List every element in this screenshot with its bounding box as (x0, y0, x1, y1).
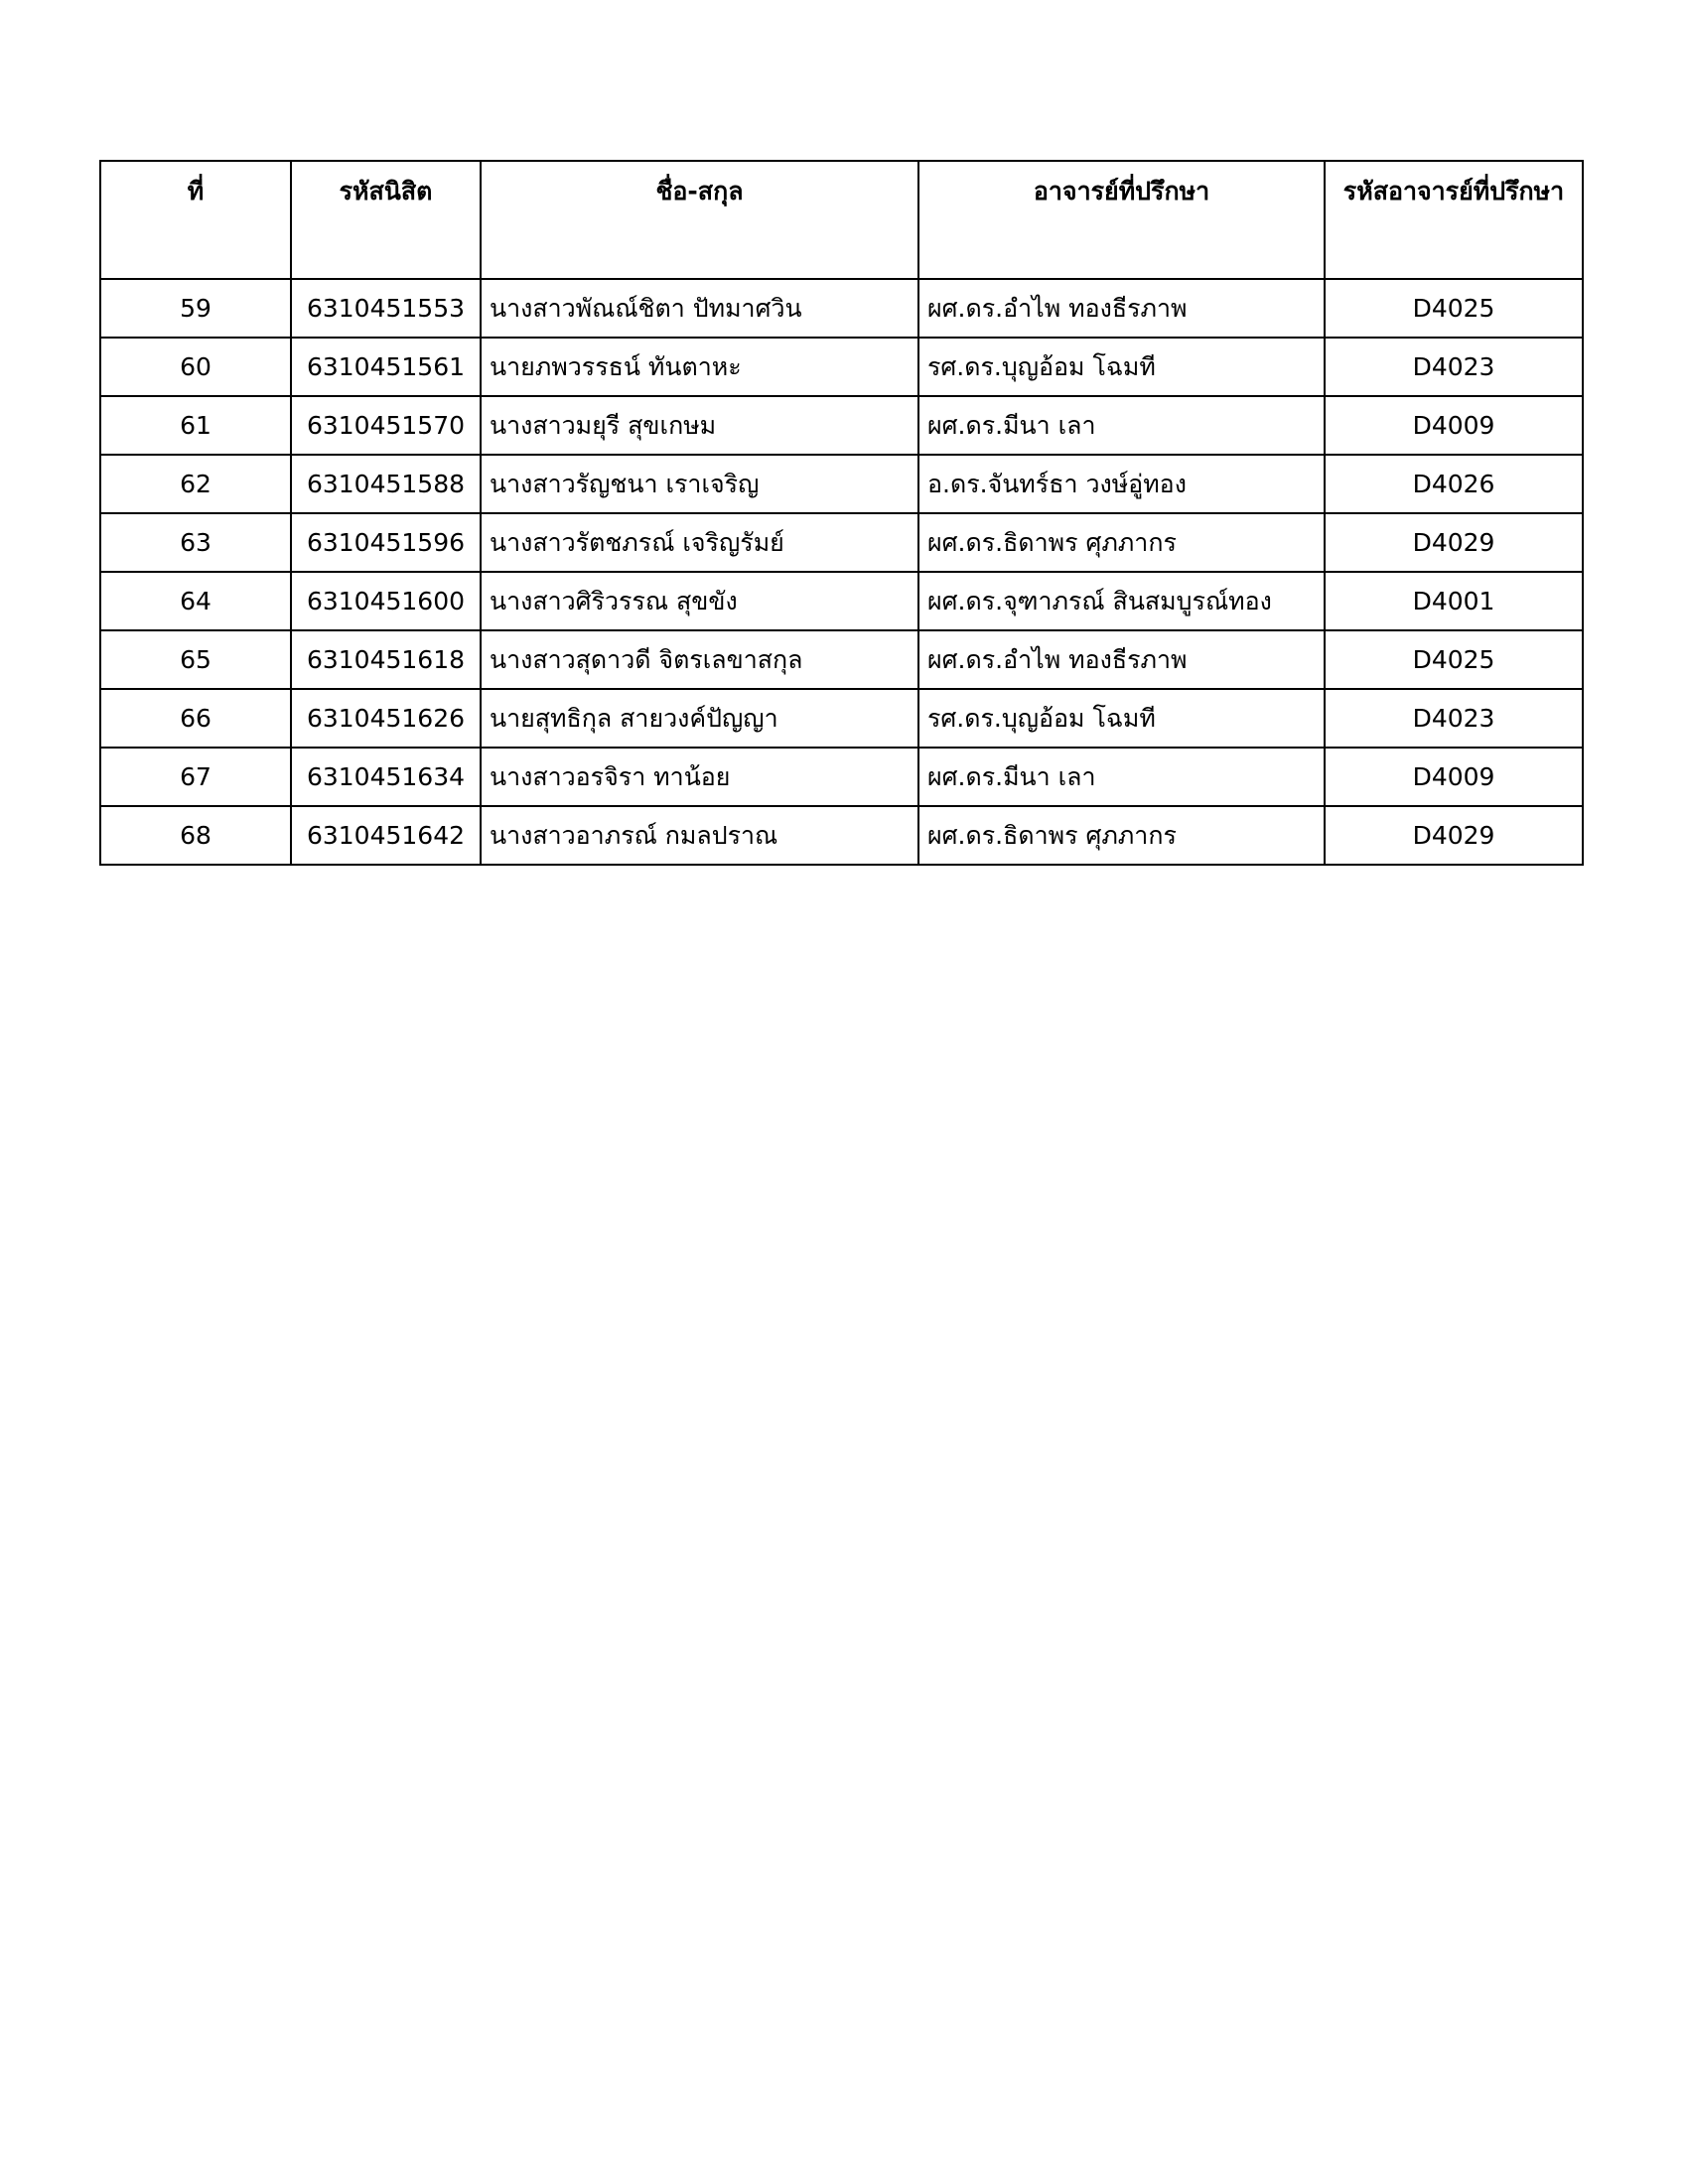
table-row (100, 572, 1583, 630)
cell-advisor-code: D4009 (1325, 396, 1583, 455)
cell-student-id: 6310451553 (291, 279, 481, 338)
cell-student-id: 6310451588 (291, 455, 481, 513)
cell-name: นางสาวอาภรณ์ กมลปราณ (481, 806, 918, 865)
header-student-id: รหัสนิสิต (291, 161, 481, 279)
table-row (100, 806, 1583, 865)
cell-advisor: ผศ.ดร.อำไพ ทองธีรภาพ (918, 279, 1325, 338)
cell-name: นางสาวพัณณ์ชิตา ปัทมาศวิน (481, 279, 918, 338)
cell-no: 65 (100, 630, 291, 689)
cell-name: นางสาวมยุรี สุขเกษม (481, 396, 918, 455)
cell-student-id: 6310451570 (291, 396, 481, 455)
cell-no: 60 (100, 338, 291, 396)
cell-student-id: 6310451634 (291, 748, 481, 806)
table-header (100, 161, 1583, 279)
cell-no: 66 (100, 689, 291, 748)
cell-advisor-code: D4023 (1325, 338, 1583, 396)
table-row (100, 630, 1583, 689)
cell-advisor: ผศ.ดร.ธิดาพร ศุภภากร (918, 513, 1325, 572)
cell-advisor-code: D4001 (1325, 572, 1583, 630)
cell-advisor-code: D4009 (1325, 748, 1583, 806)
cell-student-id: 6310451642 (291, 806, 481, 865)
cell-student-id: 6310451561 (291, 338, 481, 396)
cell-name: นายสุทธิกุล สายวงค์ปัญญา (481, 689, 918, 748)
header-no: ที่ (100, 161, 291, 279)
cell-advisor-code: D4023 (1325, 689, 1583, 748)
cell-advisor-code: D4026 (1325, 455, 1583, 513)
header-name: ชื่อ-สกุล (481, 161, 918, 279)
cell-no: 62 (100, 455, 291, 513)
cell-student-id: 6310451600 (291, 572, 481, 630)
table-row (100, 279, 1583, 338)
cell-advisor: รศ.ดร.บุญอ้อม โฉมที (918, 689, 1325, 748)
cell-advisor-code: D4029 (1325, 513, 1583, 572)
cell-name: นางสาวศิริวรรณ สุขขัง (481, 572, 918, 630)
cell-student-id: 6310451626 (291, 689, 481, 748)
cell-advisor-code: D4025 (1325, 630, 1583, 689)
table-row (100, 455, 1583, 513)
cell-advisor-code: D4029 (1325, 806, 1583, 865)
header-advisor: อาจารย์ที่ปรึกษา (918, 161, 1325, 279)
table-row (100, 748, 1583, 806)
cell-no: 59 (100, 279, 291, 338)
cell-no: 63 (100, 513, 291, 572)
cell-advisor: ผศ.ดร.ธิดาพร ศุภภากร (918, 806, 1325, 865)
cell-advisor-code: D4025 (1325, 279, 1583, 338)
cell-student-id: 6310451618 (291, 630, 481, 689)
cell-advisor: ผศ.ดร.อำไพ ทองธีรภาพ (918, 630, 1325, 689)
table-body (100, 279, 1583, 865)
cell-advisor: ผศ.ดร.มีนา เลา (918, 748, 1325, 806)
table-row (100, 513, 1583, 572)
cell-name: นางสาวอรจิรา ทาน้อย (481, 748, 918, 806)
cell-name: นางสาวรัตชภรณ์ เจริญรัมย์ (481, 513, 918, 572)
cell-no: 64 (100, 572, 291, 630)
table-row (100, 689, 1583, 748)
header-advisor-code: รหัสอาจารย์ที่ปรึกษา (1325, 161, 1583, 279)
cell-advisor: ผศ.ดร.จุฑาภรณ์ สินสมบูรณ์ทอง (918, 572, 1325, 630)
cell-advisor: รศ.ดร.บุญอ้อม โฉมที (918, 338, 1325, 396)
cell-name: นายภพวรรธน์ ทันตาหะ (481, 338, 918, 396)
table-row (100, 338, 1583, 396)
cell-advisor: ผศ.ดร.มีนา เลา (918, 396, 1325, 455)
cell-advisor: อ.ดร.จันทร์ธา วงษ์อู่ทอง (918, 455, 1325, 513)
table-row (100, 396, 1583, 455)
header-row (100, 161, 1583, 279)
cell-student-id: 6310451596 (291, 513, 481, 572)
advisor-table (99, 160, 1584, 866)
cell-name: นางสาวรัญชนา เราเจริญ (481, 455, 918, 513)
cell-no: 61 (100, 396, 291, 455)
cell-no: 67 (100, 748, 291, 806)
cell-no: 68 (100, 806, 291, 865)
cell-name: นางสาวสุดาวดี จิตรเลขาสกุล (481, 630, 918, 689)
